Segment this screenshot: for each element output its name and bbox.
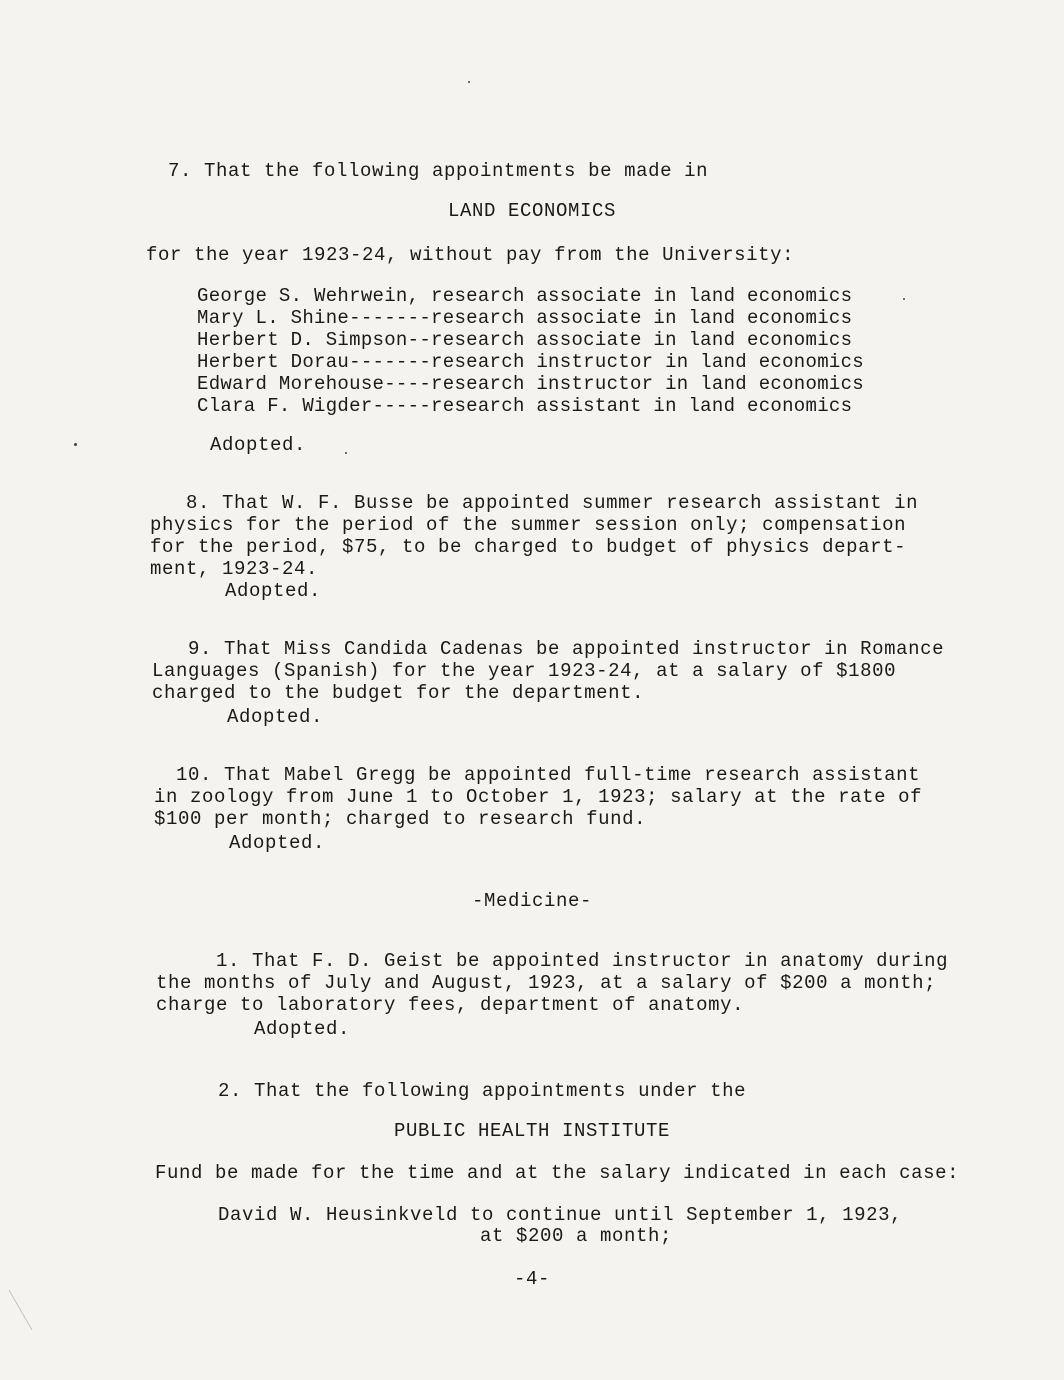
appointment-line: Edward Morehouse----research instructor in land economics <box>197 373 865 395</box>
medicine-item1-status: Adopted. <box>254 1018 351 1040</box>
appointment-line: Herbert D. Simpson--research associate in land economics <box>197 329 853 351</box>
item10-line: $100 per month; charged to research fund. <box>154 808 647 830</box>
page-number: -4- <box>513 1268 550 1290</box>
item7-intro: 7. That the following appointments be made in <box>168 160 709 182</box>
medicine-item1-line: 1. That F. D. Geist be appointed instructor in anatomy during <box>216 950 949 972</box>
appointment-line: Mary L. Shine-------research associate in land economics <box>197 307 853 329</box>
item10-line: 10. That Mabel Gregg be appointed full-time research assistant <box>176 764 921 786</box>
medicine-item2-intro: 2. That the following appointments under the <box>218 1080 747 1102</box>
appointment-line: Clara F. Wigder-----research assistant in land economics <box>197 395 853 417</box>
medicine-item2-lead: Fund be made for the time and at the salary indicated in each case: <box>155 1162 960 1184</box>
scan-corner-mark <box>8 1290 62 1330</box>
medicine-item1-line: the months of July and August, 1923, at a salary of $200 a month; <box>156 972 937 994</box>
appointment-line: Herbert Dorau-------research instructor in land economics <box>197 351 865 373</box>
scan-speck <box>468 81 470 83</box>
item9-line: charged to the budget for the department. <box>152 682 645 704</box>
scan-speck <box>345 452 347 454</box>
item8-line: physics for the period of the summer session only; compensation <box>150 514 907 536</box>
public-health-institute-heading: PUBLIC HEALTH INSTITUTE <box>393 1120 671 1142</box>
item7-lead: for the year 1923-24, without pay from the University: <box>146 244 795 266</box>
item9-status: Adopted. <box>227 706 324 728</box>
item8-status: Adopted. <box>225 580 322 602</box>
medicine-item1-line: charge to laboratory fees, department of anatomy. <box>156 994 745 1016</box>
item10-status: Adopted. <box>229 832 326 854</box>
heusinkveld-entry: David W. Heusinkveld to continue until September 1, 1923, <box>218 1204 903 1226</box>
item8-line: ment, 1923-24. <box>150 558 319 580</box>
item8-line: 8. That W. F. Busse be appointed summer research assistant in <box>186 492 919 514</box>
item8-line: for the period, $75, to be charged to budget of physics depart- <box>150 536 907 558</box>
item9-line: Languages (Spanish) for the year 1923-24, at a salary of $1800 <box>152 660 897 682</box>
item9-line: 9. That Miss Candida Cadenas be appointed instructor in Romance <box>188 638 945 660</box>
scan-speck <box>74 443 77 446</box>
appointment-line: George S. Wehrwein, research associate in land economics <box>197 285 853 307</box>
land-economics-heading: LAND ECONOMICS <box>447 200 617 222</box>
medicine-heading: -Medicine- <box>471 890 593 912</box>
item10-line: in zoology from June 1 to October 1, 1923; salary at the rate of <box>154 786 923 808</box>
scan-speck <box>903 298 905 300</box>
heusinkveld-entry-rate: at $200 a month; <box>480 1225 673 1247</box>
item7-status: Adopted. <box>210 434 307 456</box>
